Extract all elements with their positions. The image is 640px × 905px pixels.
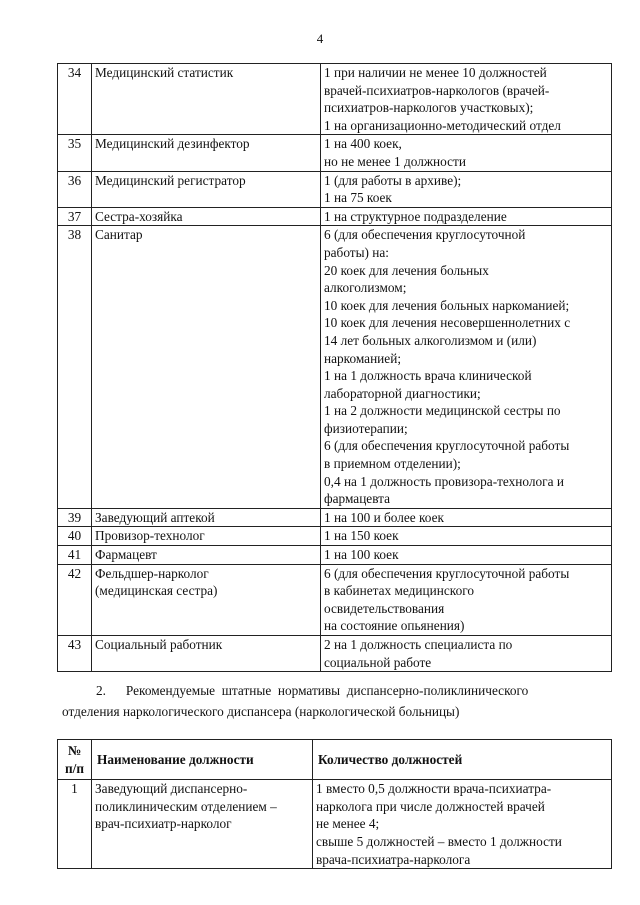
quantity-line: в кабинетах медицинского [324, 583, 474, 599]
position-quantity [313, 780, 612, 869]
table-row [58, 546, 612, 565]
table-row [58, 508, 612, 527]
position-name [92, 64, 321, 135]
row-number: 41 [58, 546, 92, 565]
position-quantity [321, 564, 612, 635]
position-line: Медицинский дезинфектор [95, 136, 250, 152]
row-number: 34 [58, 64, 92, 135]
position-quantity [321, 207, 612, 226]
quantity-line: 1 на 1 должность врача клинической [324, 368, 532, 384]
quantity-line: 1 на 400 коек, [324, 136, 402, 152]
quantity-line: лабораторной диагностики; [324, 385, 481, 401]
row-number: 36 [58, 171, 92, 207]
position-line: Санитар [95, 227, 143, 243]
table-row [58, 207, 612, 226]
quantity-line: наркоманией; [324, 350, 402, 366]
header-position: Наименование должности [92, 740, 313, 780]
paragraph-line: отделения наркологического диспансера (наркологической больницы) [62, 704, 460, 719]
quantity-line: фармацевта [324, 491, 391, 507]
position-line: Фельдшер-нарколог [95, 565, 209, 581]
quantity-line: психиатров-наркологов участковых); [324, 100, 534, 116]
position-name [92, 207, 321, 226]
position-line: (медицинская сестра) [95, 583, 218, 599]
quantity-line: 6 (для обеспечения круглосуточной [324, 227, 526, 243]
staffing-table-inpatient [57, 63, 612, 672]
position-line: Провизор-технолог [95, 528, 205, 544]
table-row [58, 226, 612, 509]
quantity-line: освидетельствования [324, 600, 445, 616]
position-name [92, 546, 321, 565]
position-quantity [321, 226, 612, 509]
position-quantity [321, 527, 612, 546]
position-line: Фармацевт [95, 547, 157, 563]
table-row [58, 171, 612, 207]
quantity-line: на состояние опьянения) [324, 618, 465, 634]
quantity-line: врачей-психиатров-наркологов (врачей- [324, 82, 550, 98]
header-num-line: п/п [64, 760, 85, 776]
position-line: Медицинский регистратор [95, 172, 246, 188]
quantity-line: 1 на 150 коек [324, 528, 399, 544]
quantity-line: 0,4 на 1 должность провизора-технолога и [324, 473, 564, 489]
position-line: Социальный работник [95, 637, 223, 652]
row-number: 42 [58, 564, 92, 635]
quantity-line: работы) на: [324, 244, 389, 260]
position-name [92, 226, 321, 509]
quantity-line: 1 при наличии не менее 10 должностей [324, 65, 547, 80]
position-quantity [321, 508, 612, 527]
quantity-line: 1 (для работы в архиве); [324, 172, 462, 188]
quantity-line: физиотерапии; [324, 420, 408, 436]
row-number: 39 [58, 508, 92, 527]
position-quantity [321, 546, 612, 565]
quantity-line: 14 лет больных алкоголизмом и (или) [324, 332, 537, 348]
quantity-line: 1 на 75 коек [324, 190, 392, 206]
quantity-line: нарколога при числе должностей врачей [316, 798, 545, 814]
paragraph-line: 2. Рекомендуемые штатные нормативы диспансерно-поликлинического [96, 683, 529, 698]
header-num-line: № [67, 743, 82, 758]
table-row [58, 527, 612, 546]
table-row [58, 135, 612, 171]
header-quantity: Количество должностей [313, 740, 612, 780]
quantity-line: 6 (для обеспечения круглосуточной работы [324, 565, 570, 581]
quantity-line: не менее 4; [316, 816, 380, 832]
position-quantity [321, 171, 612, 207]
position-name [92, 636, 321, 672]
quantity-line: 6 (для обеспечения круглосуточной работы [324, 438, 570, 454]
header-num [58, 740, 92, 780]
position-line: врач-психиатр-нарколог [95, 816, 232, 832]
quantity-line: 1 вместо 0,5 должности врача-психиатра- [316, 781, 552, 797]
quantity-line: 1 на 2 должности медицинской сестры по [324, 403, 561, 419]
quantity-line: алкоголизмом; [324, 280, 407, 296]
quantity-line: 2 на 1 должность специалиста по [324, 637, 513, 652]
table-header-row [58, 740, 612, 780]
position-line: поликлиническим отделением – [95, 798, 277, 814]
quantity-line: свыше 5 должностей – вместо 1 должности [316, 833, 562, 849]
row-number: 1 [58, 780, 92, 869]
row-number: 43 [58, 636, 92, 672]
table-row [58, 64, 612, 135]
quantity-line: 10 коек для лечения больных наркоманией; [324, 297, 570, 313]
row-number: 35 [58, 135, 92, 171]
quantity-line: социальной работе [324, 654, 432, 670]
staffing-table-outpatient [57, 739, 612, 869]
position-quantity [321, 64, 612, 135]
position-name [92, 135, 321, 171]
quantity-line: но не менее 1 должности [324, 153, 466, 169]
quantity-line: 20 коек для лечения больных [324, 262, 489, 278]
section-2-paragraph [62, 680, 610, 722]
position-line: Сестра-хозяйка [95, 208, 183, 224]
row-number: 38 [58, 226, 92, 509]
quantity-line: в приемном отделении); [324, 456, 461, 472]
quantity-line: 10 коек для лечения несовершеннолетних с [324, 315, 571, 331]
position-name [92, 780, 313, 869]
quantity-line: 1 на организационно-методический отдел [324, 117, 561, 133]
table-row [58, 636, 612, 672]
position-quantity [321, 135, 612, 171]
table-row [58, 780, 612, 869]
quantity-line: 1 на структурное подразделение [324, 208, 507, 224]
quantity-line: 1 на 100 коек [324, 547, 399, 563]
row-number: 37 [58, 207, 92, 226]
position-name [92, 171, 321, 207]
position-line: Заведующий аптекой [95, 509, 215, 525]
position-line: Заведующий диспансерно- [95, 781, 248, 797]
position-quantity [321, 636, 612, 672]
quantity-line: врача-психиатра-нарколога [316, 851, 471, 867]
row-number: 40 [58, 527, 92, 546]
position-name [92, 508, 321, 527]
table-row [58, 564, 612, 635]
position-name [92, 564, 321, 635]
position-line: Медицинский статистик [95, 65, 234, 80]
page-number: 4 [316, 31, 324, 46]
position-name [92, 527, 321, 546]
quantity-line: 1 на 100 и более коек [324, 509, 444, 525]
